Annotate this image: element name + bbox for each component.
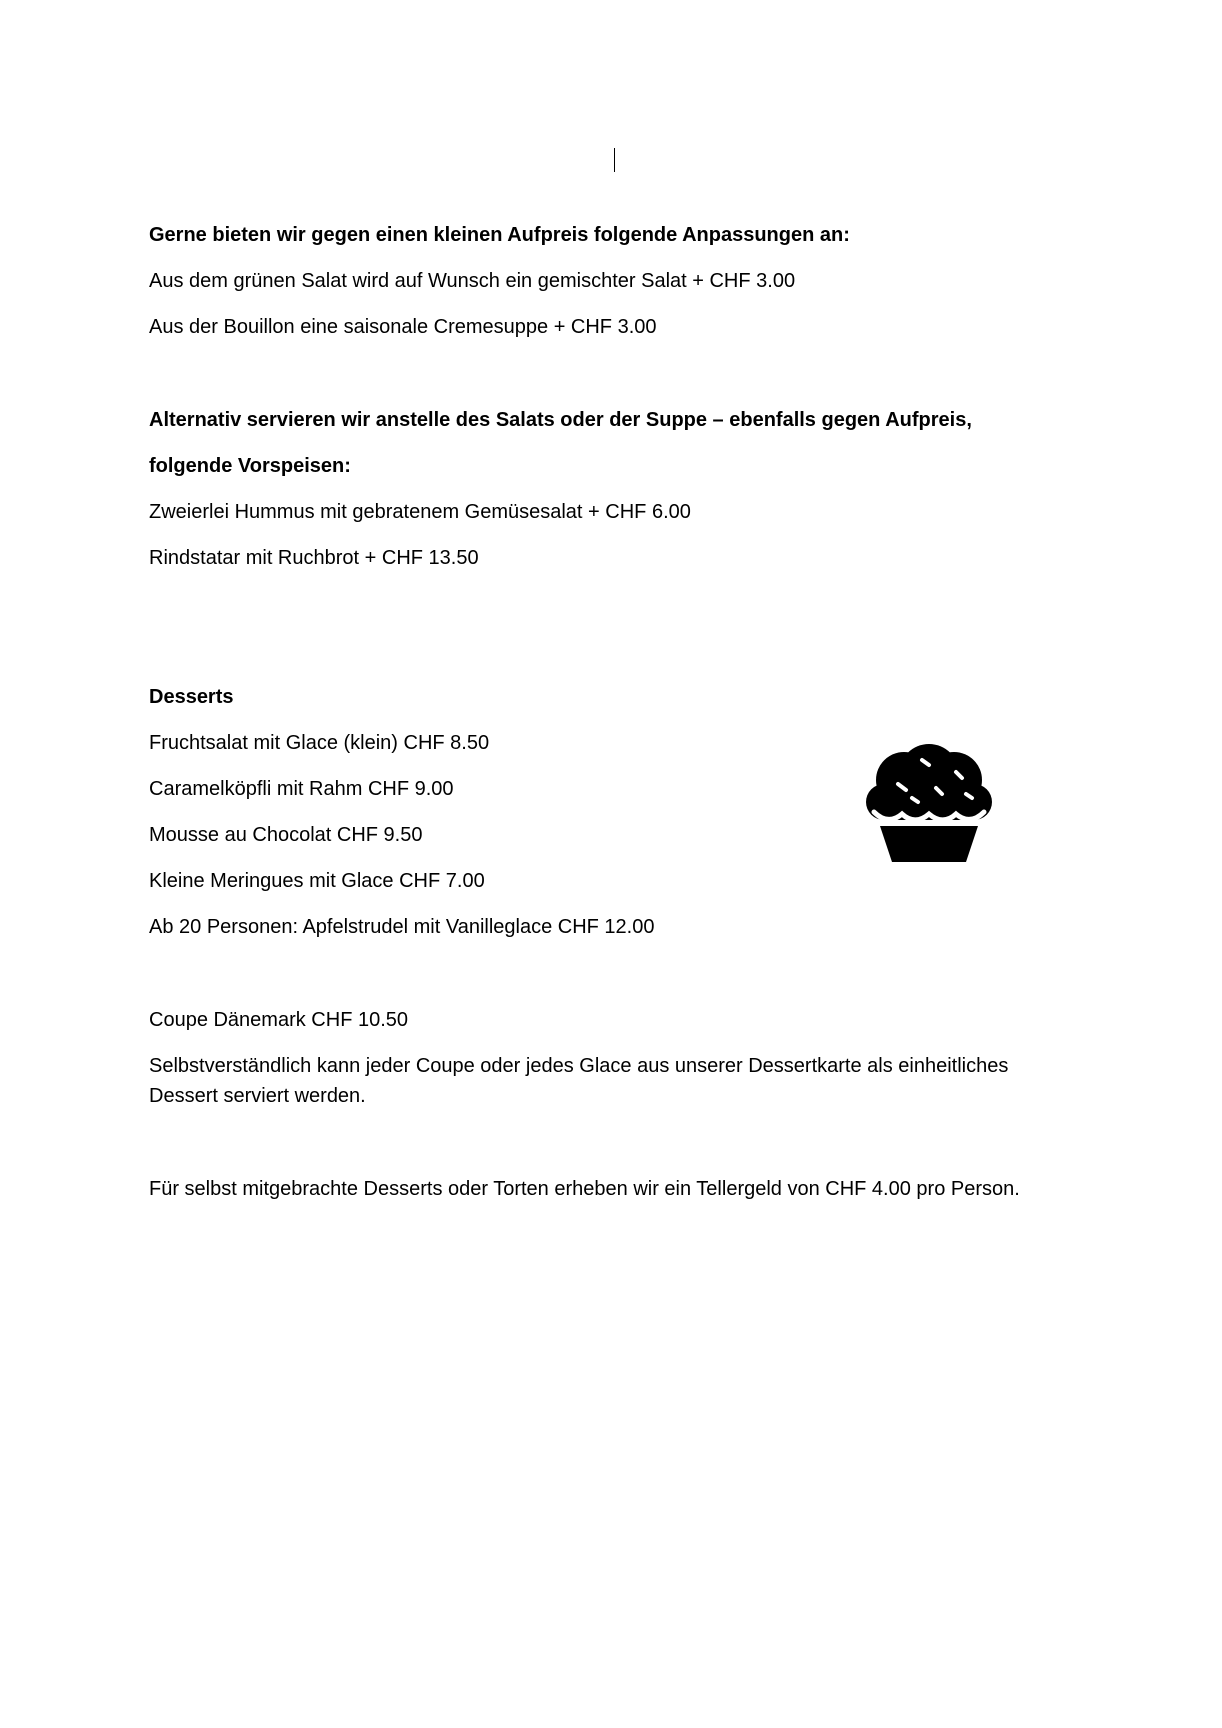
dessert-note: Selbstverständlich kann jeder Coupe oder jedes Glace aus unserer Dessertkarte als einheitliches Dessert serviert werden. [149,1055,1009,1107]
list-item: Zweierlei Hummus mit gebratenem Gemüsesalat + CHF 6.00 [149,501,691,523]
alternative-heading-line2: folgende Vorspeisen: [149,455,351,477]
option-salad: Aus dem grünen Salat wird auf Wunsch ein gemischter Salat + CHF 3.00 [149,270,796,292]
list-item: Ab 20 Personen: Apfelstrudel mit Vanilleglace CHF 12.00 [149,916,655,938]
alternative-heading-line1: Alternativ servieren wir anstelle des Salats oder der Suppe – ebenfalls gegen Aufpreis, [149,409,972,431]
list-item: Mousse au Chocolat CHF 9.50 [149,824,423,846]
coupe-item: Coupe Dänemark CHF 10.50 [149,1009,409,1031]
list-item: Caramelköpfli mit Rahm CHF 9.00 [149,778,454,800]
intro-heading: Gerne bieten wir gegen einen kleinen Aufpreis folgende Anpassungen an: [149,224,850,246]
list-item: Kleine Meringues mit Glace CHF 7.00 [149,870,485,892]
desserts-heading: Desserts [149,686,234,708]
plate-fee-note: Für selbst mitgebrachte Desserts oder Torten erheben wir ein Tellergeld von CHF 4.00 pro Person. [149,1178,1020,1200]
list-item: Fruchtsalat mit Glace (klein) CHF 8.50 [149,732,490,754]
text-cursor [614,148,615,172]
list-item: Rindstatar mit Ruchbrot + CHF 13.50 [149,547,479,569]
option-soup: Aus der Bouillon eine saisonale Cremesuppe + CHF 3.00 [149,316,657,338]
muffin-icon [866,744,992,862]
